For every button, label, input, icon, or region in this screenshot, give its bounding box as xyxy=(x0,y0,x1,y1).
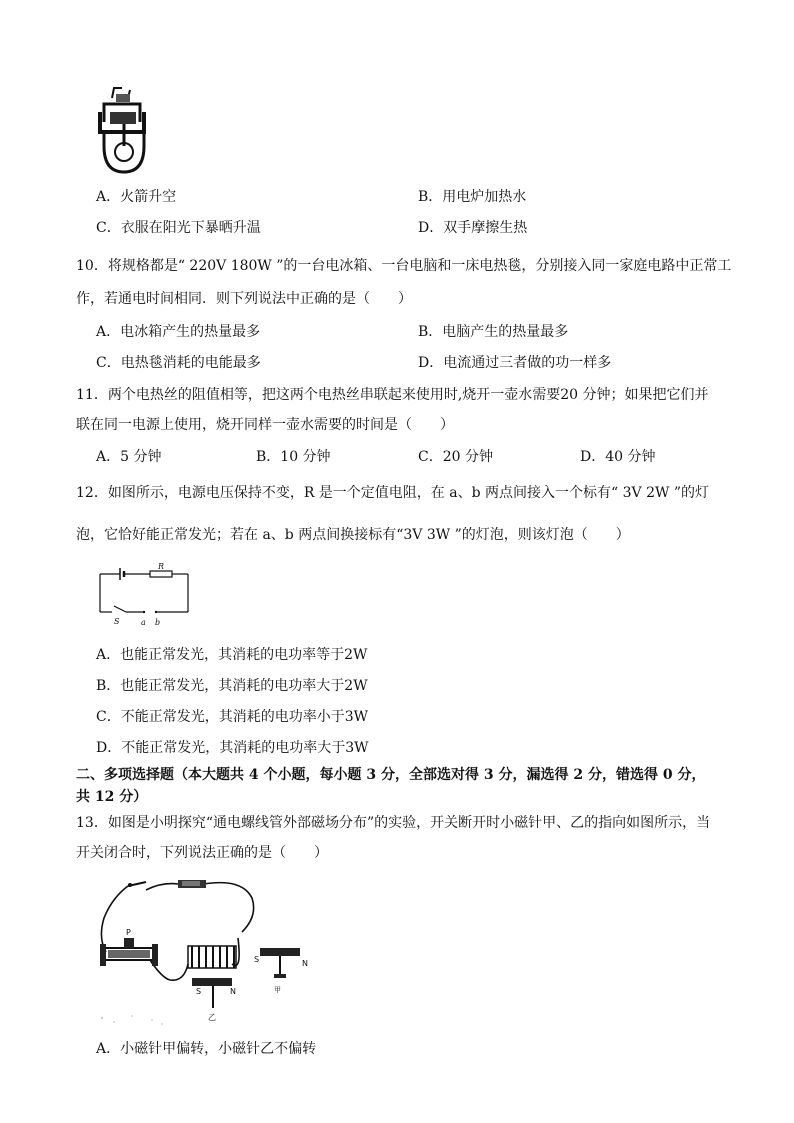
q11-stem-line1: 11．两个电热丝的阻值相等，把这两个电热丝串联起来使用时,烧开一壶水需要20 分钟；如果把它们并 xyxy=(76,387,709,403)
q11-stem-line2: 联在同一电源上使用，烧开同样一壶水需要的时间是（ ） xyxy=(76,417,454,433)
q12-label-a: a xyxy=(141,618,146,627)
q12-option-d: D．不能正常发光，其消耗的电功率大于3W xyxy=(96,740,369,756)
q13-label-jia: 甲 xyxy=(274,986,281,994)
q9-option-b: B．用电炉加热水 xyxy=(418,189,527,205)
q13-label-yi: 乙 xyxy=(208,1013,216,1022)
q10-option-c: C．电热毯消耗的电能最多 xyxy=(96,355,261,371)
q13-label-n1: N xyxy=(302,959,308,968)
q13-label-s2: S xyxy=(196,987,202,996)
q13-label-n2: N xyxy=(230,987,236,996)
q9-option-c: C．衣服在阳光下暴晒升温 xyxy=(96,220,261,236)
q13-label-s1: S xyxy=(254,955,260,964)
q12-stem-line2: 泡，它恰好能正常发光；若在 a、b 两点间换接标有“3V 3W ”的灯泡，则该灯泡（ ） xyxy=(76,527,630,543)
section-2-heading-line2: 共 12 分） xyxy=(76,789,148,805)
q9-option-d: D．双手摩擦生热 xyxy=(418,220,528,236)
q12-option-c: C．不能正常发光，其消耗的电功率小于3W xyxy=(96,709,369,725)
q12-circuit-figure xyxy=(94,562,194,634)
q10-option-d: D．电流通过三者做的功一样多 xyxy=(418,355,612,371)
q12-label-s: S xyxy=(114,617,120,626)
q13-solenoid-figure xyxy=(92,868,322,1028)
q10-option-b: B．电脑产生的热量最多 xyxy=(418,324,569,340)
q10-stem-line2: 作，若通电时间相同．则下列说法中正确的是（ ） xyxy=(76,291,412,307)
q12-option-b: B．也能正常发光，其消耗的电功率大于2W xyxy=(96,678,368,694)
q10-stem-line1: 10．将规格都是“ 220V 180W ”的一台电冰箱、一台电脑和一床电热毯，分别接入同一家庭电路中正常工 xyxy=(76,258,732,274)
q12-label-b: b xyxy=(155,618,161,627)
q10-option-a: A．电冰箱产生的热量最多 xyxy=(96,324,261,340)
q12-option-a: A．也能正常发光，其消耗的电功率等于2W xyxy=(96,647,368,663)
q9-option-a: A．火箭升空 xyxy=(96,189,177,205)
q11-option-a: A．5 分钟 xyxy=(96,449,162,465)
q13-stem-line1: 13．如图是小明探究“通电螺线管外部磁场分布”的实验，开关断开时小磁针甲、乙的指向如图所示，当 xyxy=(76,815,711,831)
q11-option-b: B．10 分钟 xyxy=(256,449,331,465)
q12-label-r: R xyxy=(158,562,165,571)
q12-stem-line1: 12．如图所示，电源电压保持不变，R 是一个定值电阻，在 a、b 两点间接入一个标有“ 3V 2W ”的灯 xyxy=(76,485,709,501)
q13-label-p: P xyxy=(126,928,131,937)
q11-option-d: D．40 分钟 xyxy=(580,449,656,465)
q11-option-c: C．20 分钟 xyxy=(418,449,493,465)
q13-option-a: A．小磁针甲偏转，小磁针乙不偏转 xyxy=(96,1041,317,1057)
section-2-heading-line1: 二、多项选择题（本大题共 4 个小题，每小题 3 分，全部选对得 3 分，漏选得 2 分，错选得 0 分， xyxy=(76,767,706,783)
q13-stem-line2: 开关闭合时，下列说法正确的是（ ） xyxy=(76,845,328,861)
engine-figure xyxy=(92,84,152,176)
